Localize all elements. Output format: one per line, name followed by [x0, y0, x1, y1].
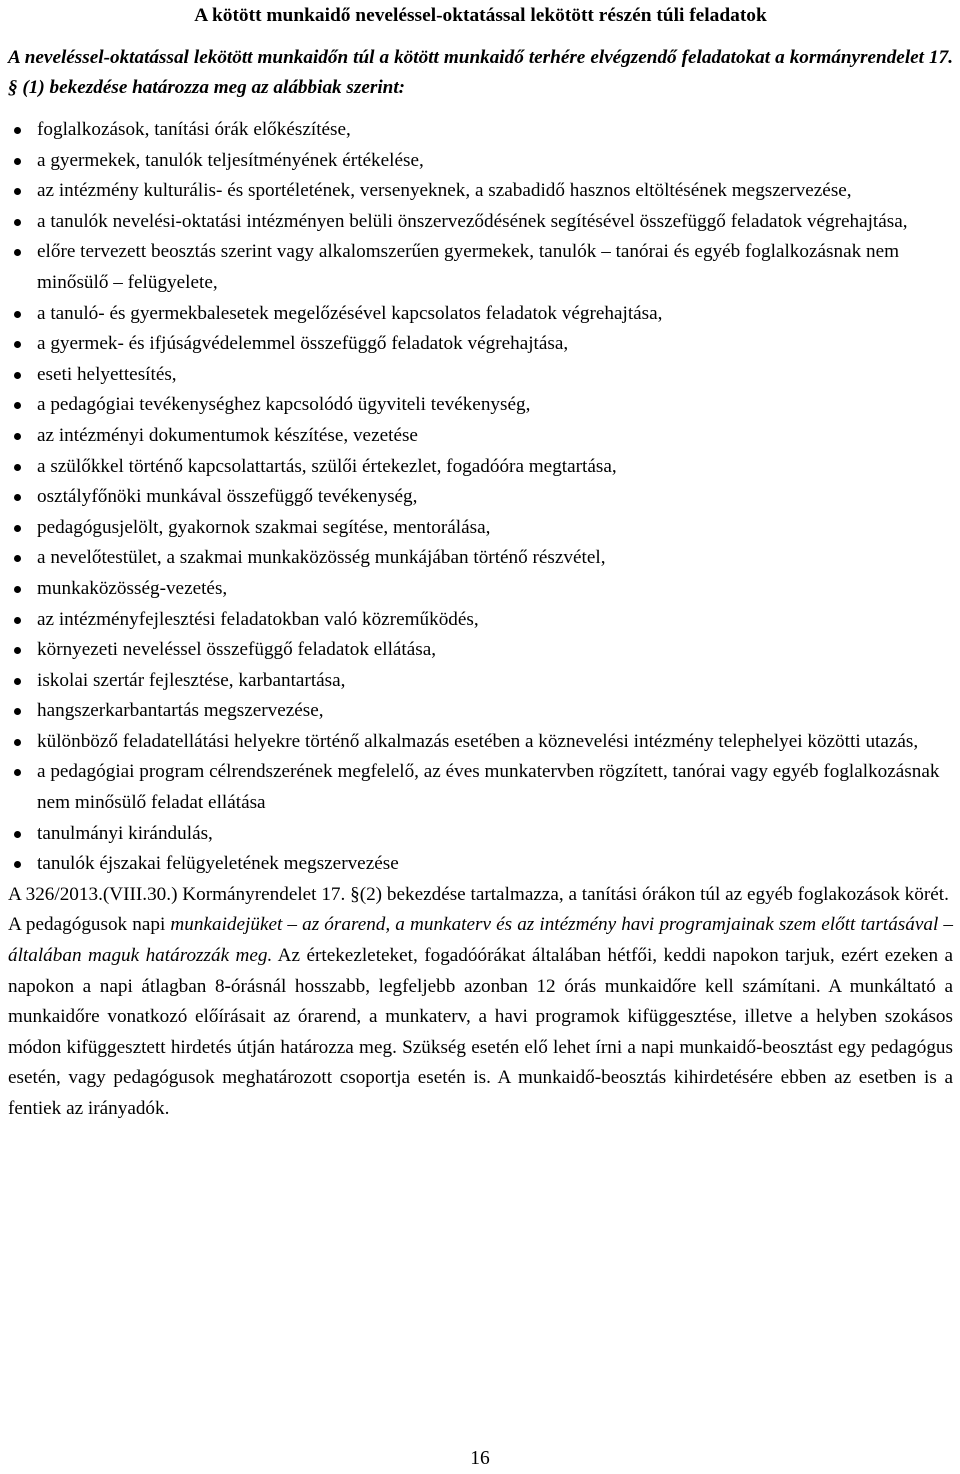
- bullet-icon: [14, 219, 21, 226]
- list-item: [8, 849, 953, 880]
- page-number: 16: [470, 1448, 490, 1469]
- list-item: [8, 237, 953, 298]
- bullet-icon: [14, 311, 21, 318]
- list-item-text: foglalkozások, tanítási órák előkészítése,: [37, 119, 351, 140]
- list-item-text: környezeti neveléssel összefüggő feladatok ellátása,: [37, 639, 437, 661]
- bullet-icon: [14, 249, 21, 256]
- list-item-text: a pedagógiai tevékenységhez kapcsolódó ügyviteli tevékenység,: [37, 394, 531, 416]
- list-item-text: munkaközösség-vezetés,: [37, 577, 228, 599]
- list-item-text: a szülőkkel történő kapcsolattartás, szülői értekezlet, fogadóóra megtartása,: [37, 455, 617, 477]
- bullet-icon: [14, 127, 21, 134]
- list-item-text: iskolai szertár fejlesztése, karbantartása,: [37, 669, 346, 691]
- list-item: [8, 513, 953, 544]
- list-item: [8, 574, 953, 605]
- list-item: [8, 696, 953, 727]
- list-item-text: a pedagógiai program célrendszerének megfelelő, az éves munkatervben rögzített, tanórai vagy egyéb foglalkozásnak nem minősülő feladat ellátása: [37, 761, 940, 814]
- list-item: [8, 329, 953, 360]
- bullet-icon: [14, 678, 21, 685]
- list-item: [8, 421, 953, 452]
- bullet-icon: [14, 831, 21, 838]
- list-item-text: a nevelőtestület, a szakmai munkaközösség munkájában történő részvétel,: [37, 547, 606, 569]
- list-item: [8, 360, 953, 391]
- bullet-icon: [14, 341, 21, 348]
- bullet-icon: [14, 769, 21, 776]
- bullet-icon: [14, 372, 21, 379]
- reference-paragraph: A 326/2013.(VIII.30.) Kormányrendelet 17. §(2) bekezdése tartalmazza, a tanítási órákon túl az egyéb foglakozások körét.: [8, 883, 949, 905]
- bullet-icon: [14, 861, 21, 868]
- list-item-text: pedagógusjelölt, gyakornok szakmai segítése, mentorálása,: [37, 516, 491, 538]
- list-item: [8, 605, 953, 636]
- list-item-text: a tanuló- és gyermekbalesetek megelőzésével kapcsolatos feladatok végrehajtása,: [37, 302, 663, 324]
- list-item-text: előre tervezett beosztás szerint vagy alkalomszerűen gyermekek, tanulók – tanórai és egyéb foglalkozásnak nem minősülő – felügyelete,: [37, 241, 900, 293]
- list-item: [8, 543, 953, 574]
- workday-lead: A pedagógusok napi: [8, 914, 171, 936]
- list-item: [8, 727, 953, 758]
- bullet-icon: [14, 158, 21, 165]
- workday-rest: Az értekezleteket, fogadóórákat általában hétfői, keddi napokon tarjuk, ezért ezeken a napokon a napi átlagban 8-órásnál hosszabb, legfeljebb azonban 12 órás munkaidőre kell számítani. A munkáltató a munkaidőre vonatkozó előírásait az órarend, a munkaterv, a havi programok kifüggesztése, illetve a helyben szokásos módon kifüggesztett hirdetés útján határozza meg. Szükség esetén elő lehet írni a napi munkaidő-beosztást egy pedagógus esetén, vagy pedagógusok meghatározott csoportja esetén is. A munkaidő-beosztás kihirdetésére ebben az esetben is a fentiek az irányadók.: [8, 945, 953, 1119]
- bullet-icon: [14, 402, 21, 409]
- list-item: [8, 666, 953, 697]
- list-item-text: tanulmányi kirándulás,: [37, 822, 213, 844]
- bullet-icon: [14, 617, 21, 624]
- list-item: [8, 115, 953, 146]
- list-item: [8, 390, 953, 421]
- bullet-icon: [14, 586, 21, 593]
- intro-paragraph: A neveléssel-oktatással lekötött munkaidőn túl a kötött munkaidő terhére elvégzendő feladatokat a kormányrendelet 17. § (1) bekezdése határozza meg az alábbiak szerint:: [8, 47, 953, 98]
- bullet-icon: [14, 708, 21, 715]
- list-item-text: eseti helyettesítés,: [37, 363, 177, 385]
- list-item: [8, 146, 953, 177]
- bullet-icon: [14, 494, 21, 501]
- bullet-icon: [14, 555, 21, 562]
- bullet-icon: [14, 647, 21, 654]
- list-item-text: az intézményi dokumentumok készítése, vezetése: [37, 424, 418, 446]
- list-item-text: az intézményfejlesztési feladatokban való közreműködés,: [37, 608, 479, 630]
- list-item: [8, 819, 953, 850]
- list-item: [8, 176, 953, 207]
- workday-paragraph: [8, 910, 953, 1124]
- list-item-text: a gyermek- és ifjúságvédelemmel összefüggő feladatok végrehajtása,: [37, 333, 569, 355]
- bullet-icon: [14, 188, 21, 195]
- list-item-text: az intézmény kulturális- és sportéletének, versenyeknek, a szabadidő hasznos eltöltésének megszervezése,: [37, 180, 852, 202]
- list-item: [8, 299, 953, 330]
- list-item: [8, 452, 953, 483]
- workday-emphasis: munkaidejüket – az órarend, a munkaterv és az intézmény havi programjainak szem előtt tartásával – általában maguk határozzák meg.: [8, 914, 954, 967]
- list-item-text: a gyermekek, tanulók teljesítményének értékelése,: [37, 149, 424, 171]
- list-item-text: hangszerkarbantartás megszervezése,: [37, 700, 324, 722]
- list-item-text: tanulók éjszakai felügyeletének megszervezése: [37, 853, 399, 875]
- list-item: [8, 482, 953, 513]
- document-page: [8, 0, 953, 1125]
- bullet-icon: [14, 525, 21, 532]
- bullet-icon: [14, 464, 21, 471]
- list-item-text: a tanulók nevelési-oktatási intézményen belüli önszerveződésének segítésével összefüggő feladatok végrehajtása,: [37, 210, 908, 232]
- list-item-text: különböző feladatellátási helyekre történő alkalmazás esetében a köznevelési intézmény telephelyei közötti utazás,: [37, 730, 919, 752]
- list-item: [8, 207, 953, 238]
- bullet-icon: [14, 433, 21, 440]
- list-item: [8, 635, 953, 666]
- section-title: A kötött munkaidő neveléssel-oktatással lekötött részén túli feladatok: [194, 5, 767, 26]
- bullet-icon: [14, 739, 21, 746]
- list-item: [8, 757, 953, 818]
- list-item-text: osztályfőnöki munkával összefüggő tevékenység,: [37, 486, 418, 508]
- duties-list: [8, 115, 953, 880]
